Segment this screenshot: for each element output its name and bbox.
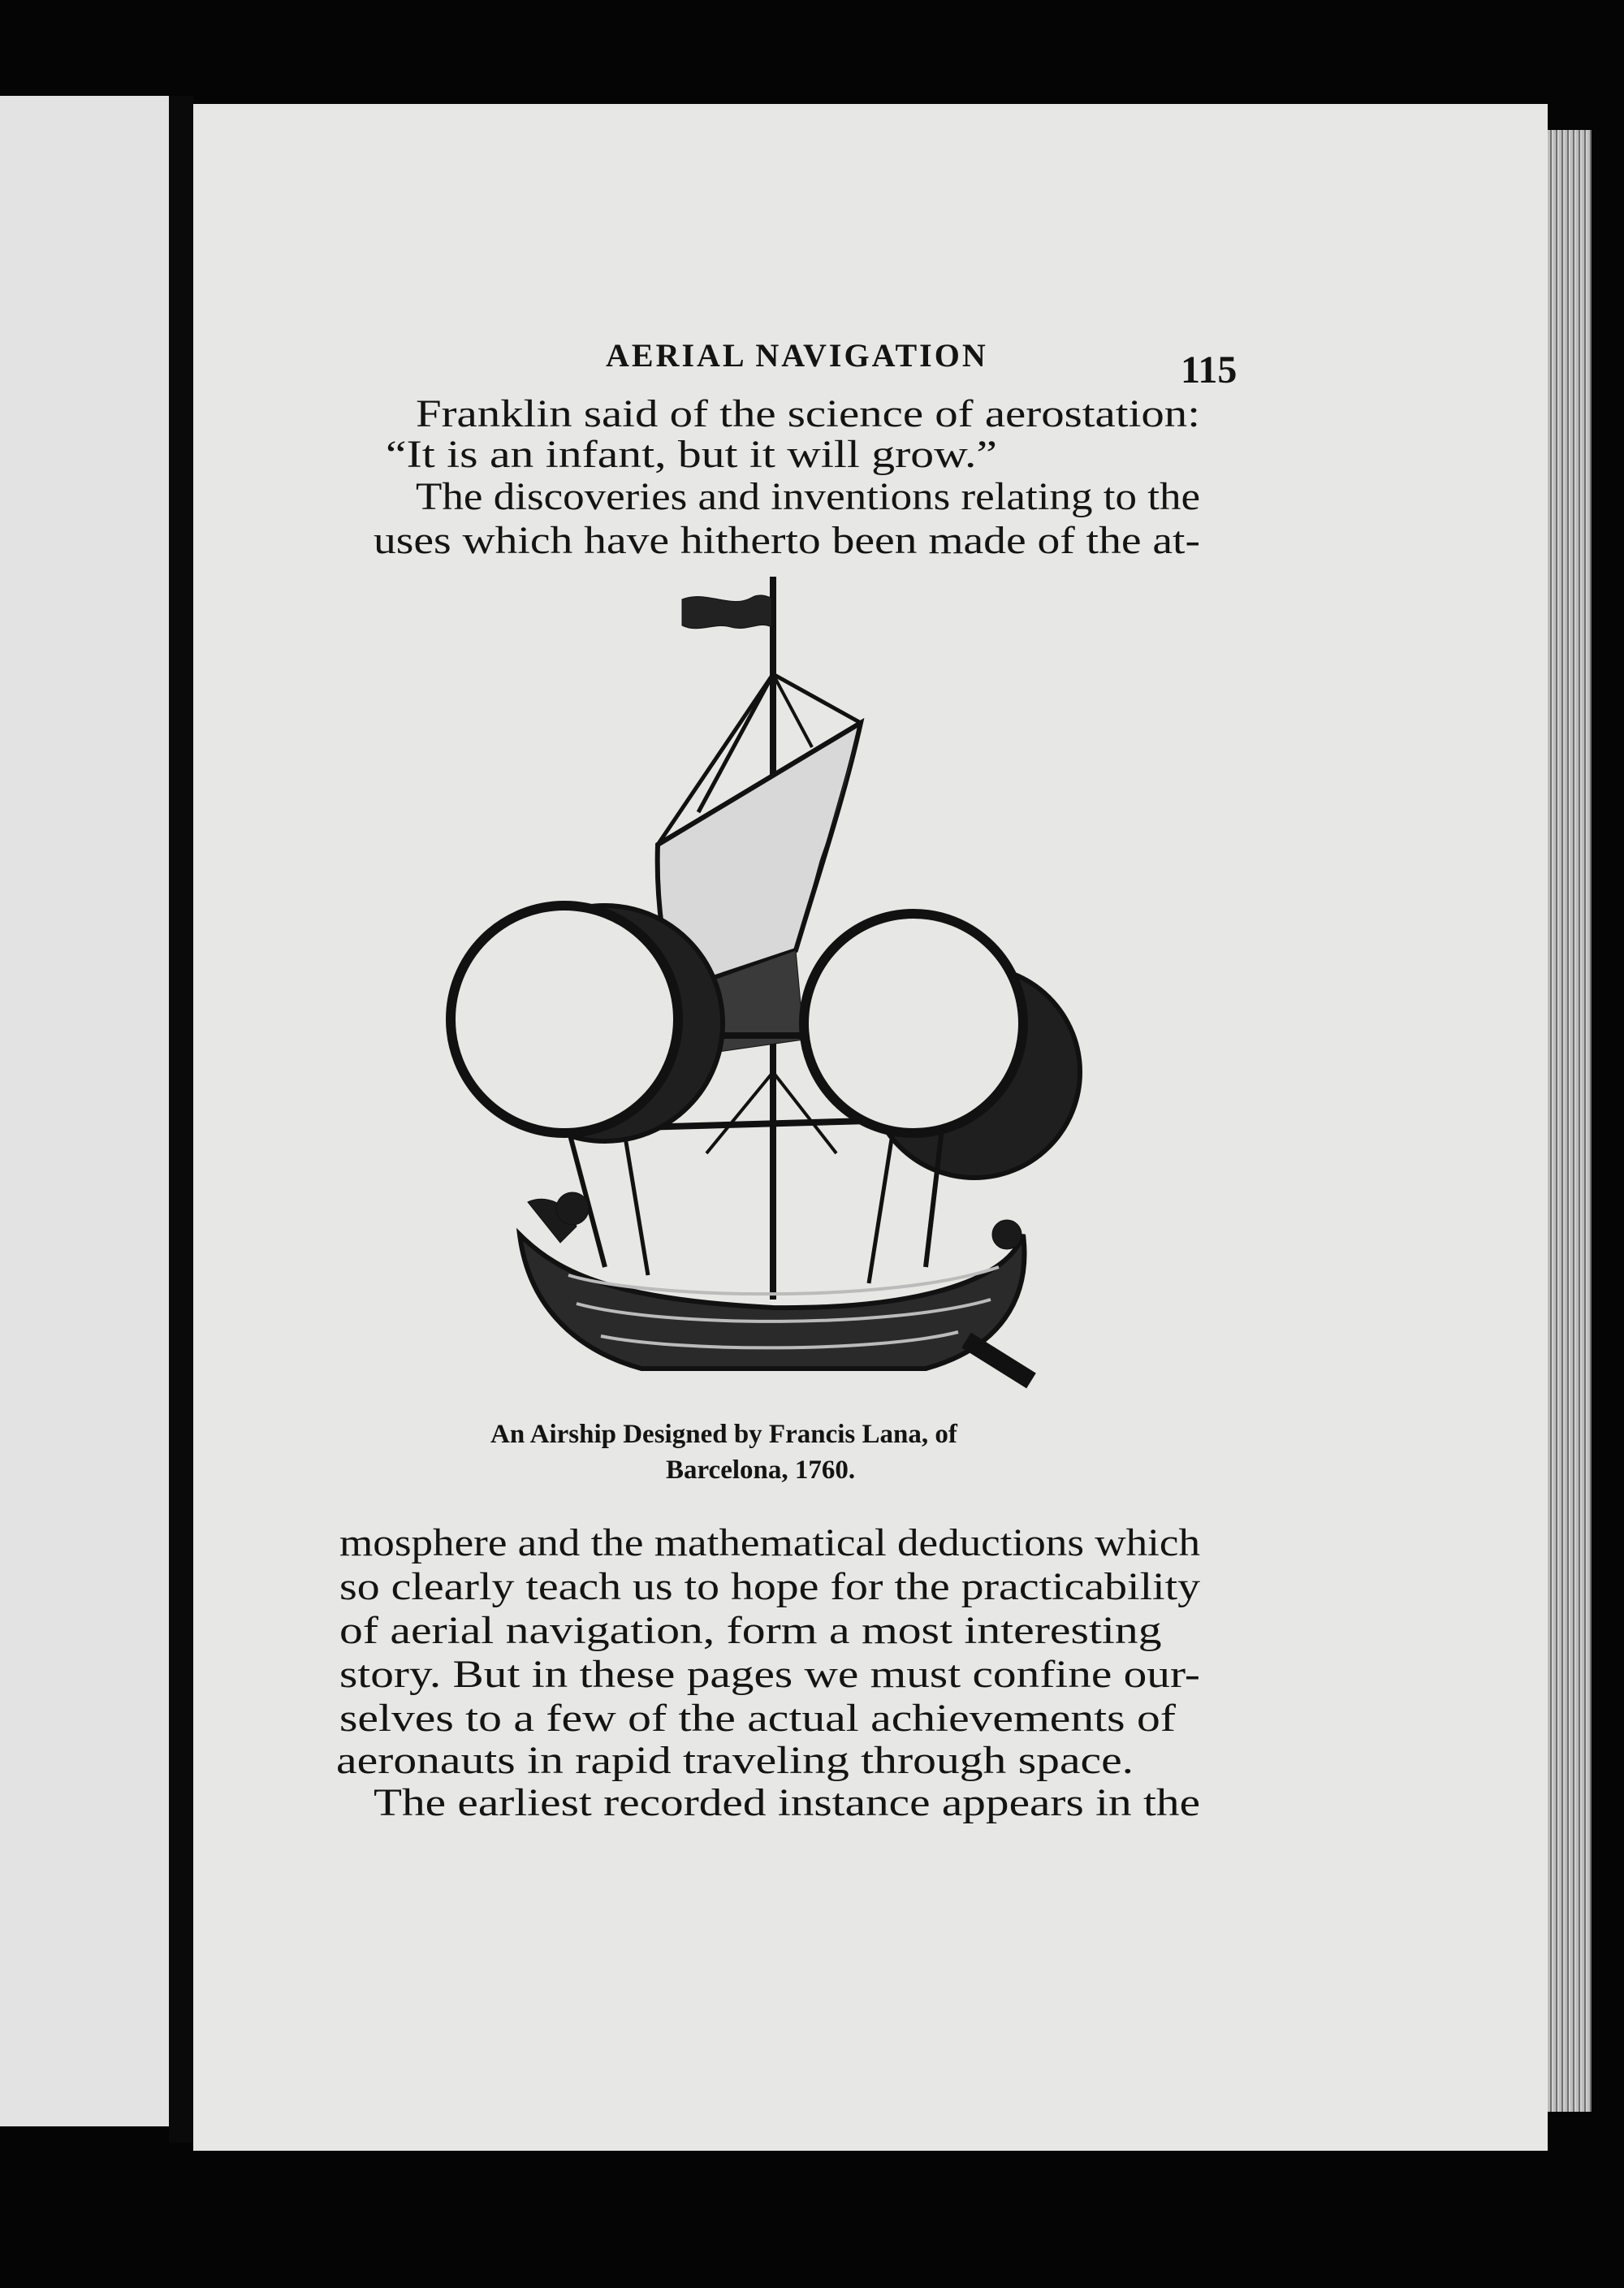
left-front-sphere	[451, 906, 678, 1133]
text-line: Franklin said of the science of aerostation:	[416, 392, 1200, 435]
text-line: The discoveries and inventions relating to the	[416, 475, 1200, 518]
left-page-edge	[0, 96, 179, 2126]
text-line: The earliest recorded instance appears in the	[374, 1781, 1200, 1824]
aeronaut-figure	[556, 1192, 589, 1225]
text-line: aeronauts in rapid traveling through space.	[336, 1739, 1134, 1782]
rudder	[966, 1340, 1031, 1381]
text-line: so clearly teach us to hope for the practicability	[339, 1565, 1200, 1608]
running-head: AERIAL NAVIGATION	[606, 337, 988, 374]
flag	[682, 595, 771, 629]
text-line: mosphere and the mathematical deductions which	[339, 1521, 1200, 1564]
text-line: of aerial navigation, form a most interesting	[339, 1609, 1162, 1652]
text-line: uses which have hitherto been made of the at-	[374, 519, 1200, 562]
aeronaut-figure	[992, 1220, 1021, 1249]
page-stack-edge	[1548, 130, 1592, 2112]
figure-caption-line: An Airship Designed by Francis Lana, of	[490, 1420, 957, 1449]
text-line: “It is an infant, but it will grow.”	[386, 433, 997, 476]
text-line: story. But in these pages we must confine our-	[339, 1653, 1200, 1696]
page-number: 115	[1181, 348, 1237, 391]
book-gutter	[169, 96, 193, 2143]
right-front-sphere	[804, 914, 1023, 1133]
figure-caption-line: Barcelona, 1760.	[666, 1455, 856, 1485]
airship-illustration	[438, 569, 1153, 1397]
text-line: selves to a few of the actual achievements of	[339, 1697, 1176, 1740]
